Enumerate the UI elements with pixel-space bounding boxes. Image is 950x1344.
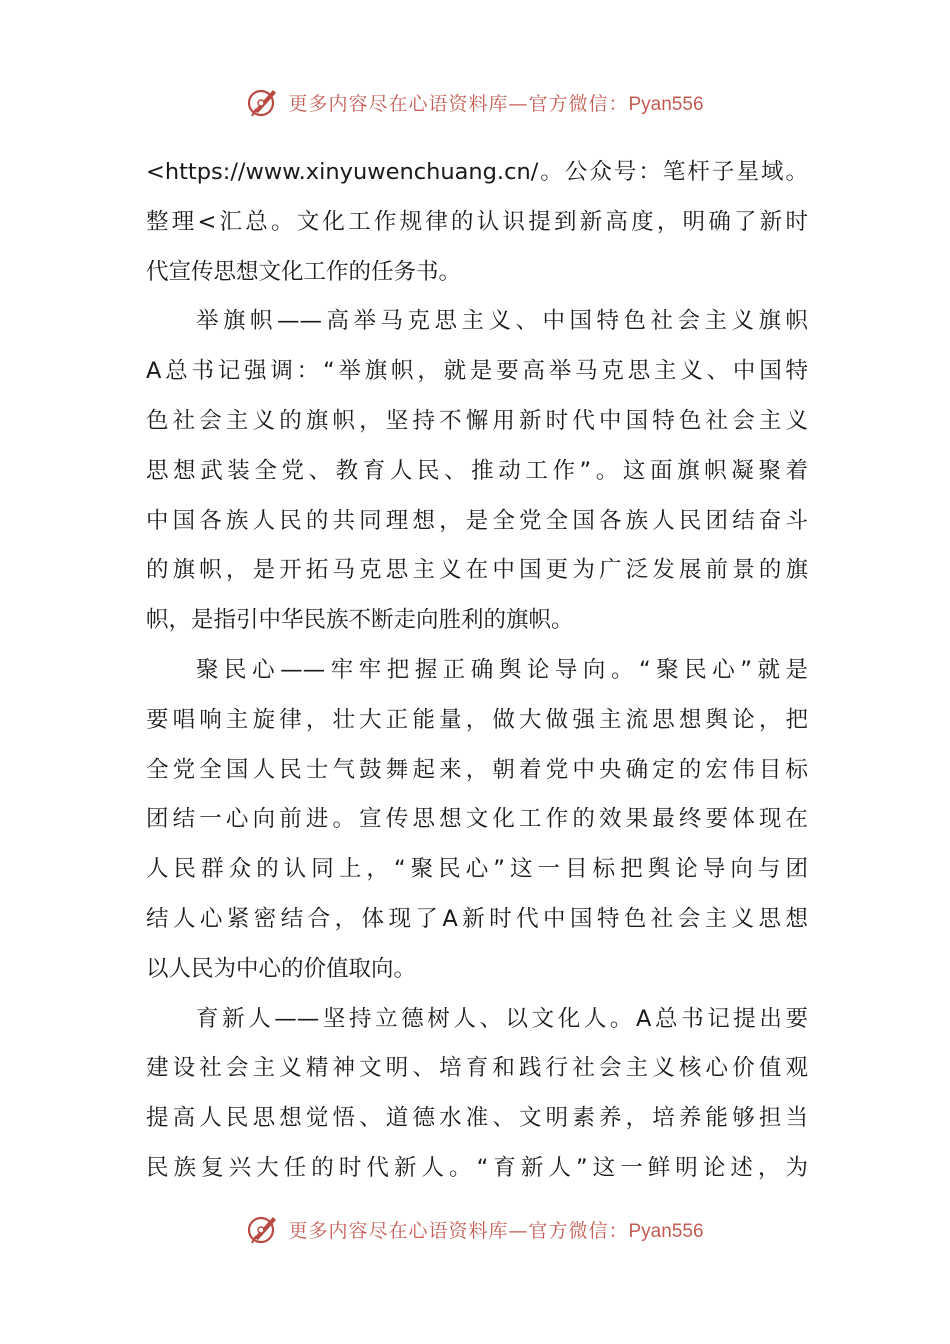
body-line: 思想武装全党、教育人民、推动工作”。这面旗帜凝聚着 (146, 457, 808, 484)
body-line: 帜，是指引中华民族不断走向胜利的旗帜。 (146, 607, 574, 634)
quill-logo-icon (246, 1212, 280, 1246)
body-line: 色社会主义的旗帜，坚持不懈用新时代中国特色社会主义 (146, 407, 808, 434)
paragraph-start-line: 举旗帜——高举马克思主义、中国特色社会主义旗帜 (196, 308, 808, 335)
footer-banner (0, 1209, 950, 1249)
header-banner (0, 82, 950, 122)
body-line: A总书记强调：“举旗帜，就是要高举马克思主义、中国特 (146, 358, 808, 385)
body-line: 全党全国人民士气鼓舞起来，朝着党中央确定的宏伟目标 (146, 756, 808, 783)
header-banner-text: 更多内容尽在心语资料库—官方微信：Pyan556 (288, 92, 704, 115)
body-line: 团结一心向前进。宣传思想文化工作的效果最终要体现在 (146, 806, 808, 833)
wechat-handle: Pyan556 (628, 1220, 704, 1242)
body-line: 整理<汇总。文化工作规律的认识提到新高度，明确了新时 (146, 208, 808, 235)
paragraph-start-line: 聚民心——牢牢把握正确舆论导向。“聚民心”就是 (196, 656, 808, 683)
body-line: 以人民为中心的价值取向。 (146, 955, 417, 982)
body-line: 要唱响主旋律，壮大正能量，做大做强主流思想舆论，把 (146, 706, 808, 733)
body-line: 提高人民思想觉悟、道德水准、文明素养，培养能够担当 (146, 1105, 808, 1132)
body-line: 民族复兴大任的时代新人。“育新人”这一鲜明论述，为 (146, 1154, 808, 1181)
document-body (146, 148, 808, 1194)
body-line: 的旗帜，是开拓马克思主义在中国更为广泛发展前景的旗 (146, 557, 808, 584)
body-line: 建设社会主义精神文明、培育和践行社会主义核心价值观 (146, 1055, 808, 1082)
body-line: <https://www.xinyuwenchuang.cn/。公众号：笔杆子星域。 (146, 159, 808, 185)
body-line: 中国各族人民的共同理想，是全党全国各族人民团结奋斗 (146, 507, 808, 534)
body-line: 结人心紧密结合，体现了A新时代中国特色社会主义思想 (146, 905, 808, 932)
body-line: 代宣传思想文化工作的任务书。 (146, 258, 462, 285)
body-line: 人民群众的认同上，“聚民心”这一目标把舆论导向与团 (146, 856, 808, 883)
wechat-handle: Pyan556 (628, 93, 704, 115)
footer-banner-text: 更多内容尽在心语资料库—官方微信：Pyan556 (288, 1219, 704, 1242)
quill-logo-icon (246, 85, 280, 119)
paragraph-start-line: 育新人——坚持立德树人、以文化人。A总书记提出要 (196, 1005, 808, 1032)
